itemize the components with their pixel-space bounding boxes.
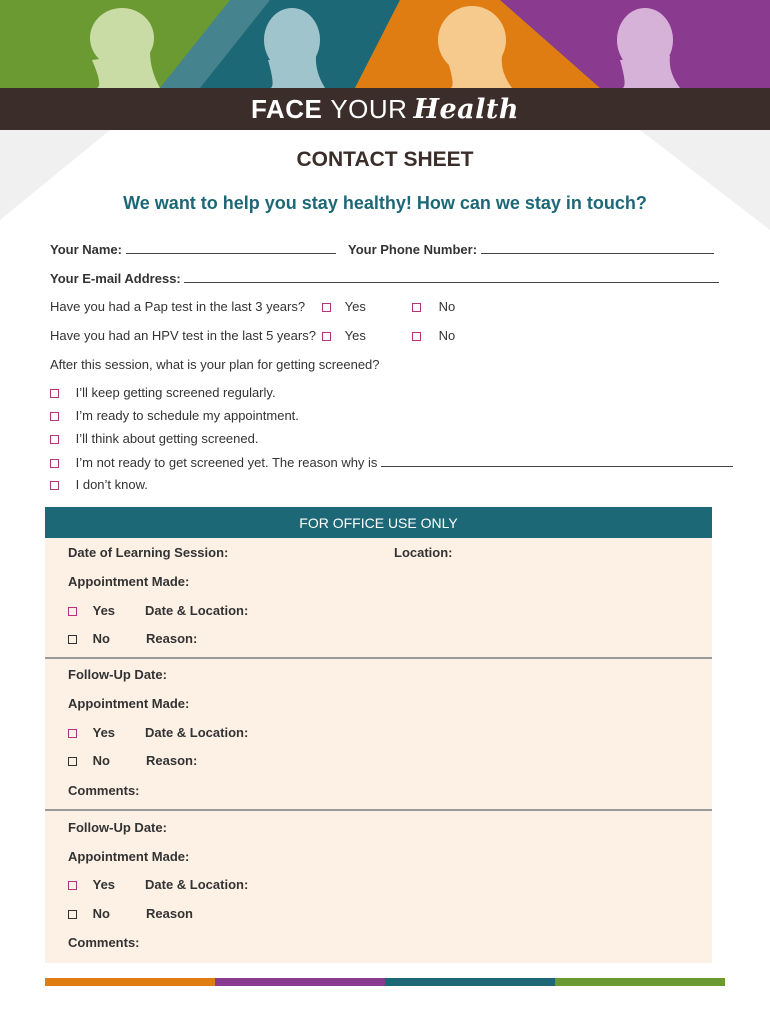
checkbox-icon[interactable] <box>412 332 421 341</box>
plan-option-label: I’m not ready to get screened yet. The reason why is <box>75 455 378 470</box>
date-location-label: Date & Location: <box>145 877 249 892</box>
checkbox-icon[interactable] <box>68 729 77 738</box>
plan-question: After this session, what is your plan for getting screened? <box>50 357 380 372</box>
checkbox-icon[interactable] <box>50 435 59 444</box>
reason-label: Reason: <box>146 631 198 646</box>
checkbox-icon[interactable] <box>50 389 59 398</box>
name-label: Your Name: <box>50 242 122 257</box>
reason-label: Reason: <box>146 753 198 768</box>
appointment-made-label: Appointment Made: <box>68 849 190 864</box>
brand-bold: FACE <box>250 93 323 124</box>
plan-option-label: I’m ready to schedule my appointment. <box>75 408 299 423</box>
appointment-no-option[interactable] <box>68 753 110 768</box>
yes-label: Yes <box>92 603 116 618</box>
comments-label: Comments: <box>68 935 140 950</box>
footer-stripe-green <box>555 978 725 986</box>
document-subtitle: We want to help you stay healthy! How can we stay in touch? <box>123 193 647 213</box>
checkbox-icon[interactable] <box>50 412 59 421</box>
no-label: No <box>92 906 110 921</box>
checkbox-icon[interactable] <box>68 607 77 616</box>
pap-yes-label: Yes <box>344 299 366 314</box>
checkbox-icon[interactable] <box>68 910 77 919</box>
hpv-yes-option[interactable] <box>322 328 366 343</box>
plan-option[interactable] <box>50 477 148 492</box>
plan-option[interactable] <box>50 431 258 446</box>
follow-up-label: Follow-Up Date: <box>68 820 167 835</box>
hpv-no-option[interactable] <box>412 328 455 343</box>
appointment-yes-option[interactable] <box>68 725 115 740</box>
yes-label: Yes <box>92 725 116 740</box>
plan-option[interactable] <box>50 385 276 400</box>
brand-title <box>0 88 770 130</box>
footer-stripe-teal <box>385 978 555 986</box>
footer-stripe-purple <box>215 978 385 986</box>
checkbox-icon[interactable] <box>50 459 59 468</box>
date-location-label: Date & Location: <box>145 603 249 618</box>
checkbox-icon[interactable] <box>322 332 331 341</box>
checkbox-icon[interactable] <box>50 481 59 490</box>
hpv-question: Have you had an HPV test in the last 5 years? <box>50 328 316 343</box>
appointment-yes-option[interactable] <box>68 603 115 618</box>
date-session-label: Date of Learning Session: <box>68 545 229 560</box>
name-field[interactable] <box>126 241 336 254</box>
brand-regular: YOUR <box>330 93 408 124</box>
pap-no-label: No <box>438 299 456 314</box>
no-label: No <box>92 631 110 646</box>
plan-option[interactable] <box>50 454 733 470</box>
checkbox-icon[interactable] <box>68 635 77 644</box>
checkbox-icon[interactable] <box>68 757 77 766</box>
hpv-no-label: No <box>438 328 456 343</box>
plan-option-label: I don’t know. <box>75 477 148 492</box>
phone-row <box>348 241 714 257</box>
header-banner <box>0 0 770 88</box>
date-location-label: Date & Location: <box>145 725 249 740</box>
reason-field[interactable] <box>381 454 733 467</box>
pap-question: Have you had a Pap test in the last 3 years? <box>50 299 306 314</box>
no-label: No <box>92 753 110 768</box>
email-field[interactable] <box>184 270 719 283</box>
name-row <box>50 241 336 257</box>
office-use-section <box>45 507 712 963</box>
plan-option-label: I’ll keep getting screened regularly. <box>75 385 276 400</box>
document-title: CONTACT SHEET <box>296 148 474 171</box>
phone-label: Your Phone Number: <box>348 242 478 257</box>
section-divider <box>45 809 712 811</box>
pap-yes-option[interactable] <box>322 299 366 314</box>
reason-label: Reason <box>146 906 193 921</box>
yes-label: Yes <box>92 877 116 892</box>
checkbox-icon[interactable] <box>68 881 77 890</box>
appointment-no-option[interactable] <box>68 906 110 921</box>
appointment-no-option[interactable] <box>68 631 110 646</box>
brand-script: Health <box>413 93 519 125</box>
follow-up-label: Follow-Up Date: <box>68 667 167 682</box>
plan-option-label: I’ll think about getting screened. <box>75 431 259 446</box>
appointment-made-label: Appointment Made: <box>68 574 190 589</box>
hpv-yes-label: Yes <box>344 328 366 343</box>
pap-no-option[interactable] <box>412 299 455 314</box>
appointment-yes-option[interactable] <box>68 877 115 892</box>
phone-field[interactable] <box>481 241 714 254</box>
email-row <box>50 270 719 286</box>
checkbox-icon[interactable] <box>412 303 421 312</box>
checkbox-icon[interactable] <box>322 303 331 312</box>
section-divider <box>45 657 712 659</box>
location-label: Location: <box>394 545 453 560</box>
email-label: Your E-mail Address: <box>50 271 181 286</box>
office-use-header: FOR OFFICE USE ONLY <box>45 507 712 538</box>
footer-stripe-orange <box>45 978 215 986</box>
appointment-made-label: Appointment Made: <box>68 696 190 711</box>
comments-label: Comments: <box>68 783 140 798</box>
plan-option[interactable] <box>50 408 299 423</box>
